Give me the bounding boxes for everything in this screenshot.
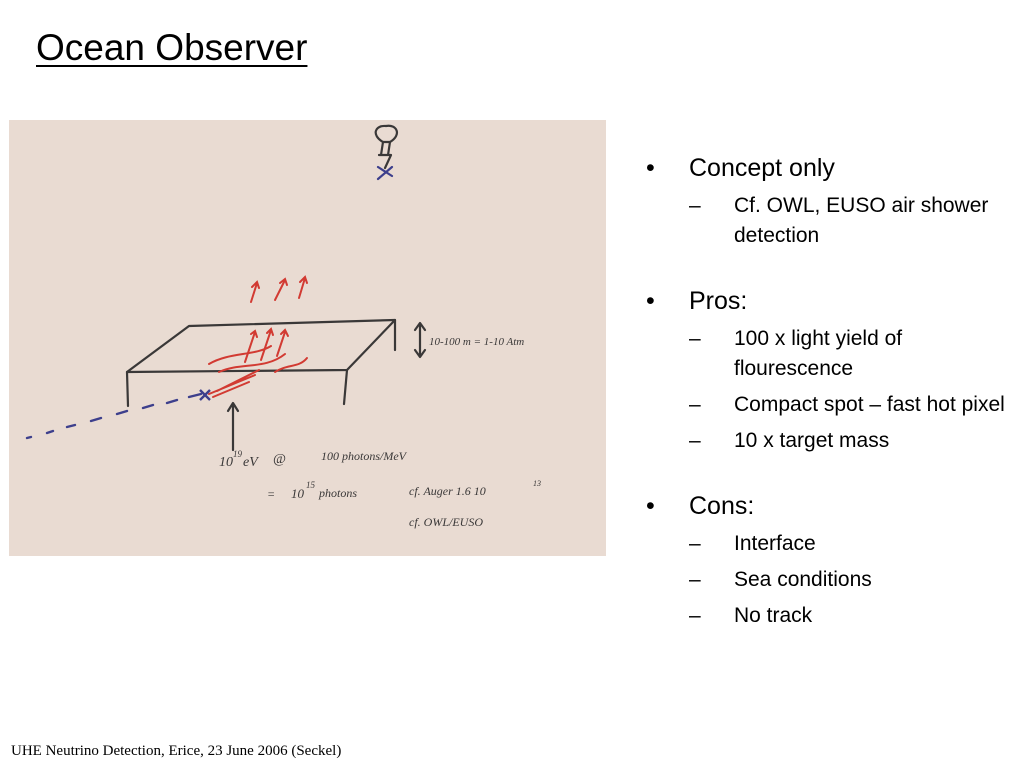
bullet-group-pros [646, 285, 1016, 456]
shower-light-4 [261, 329, 273, 360]
shower-light-5 [277, 330, 288, 356]
sub-bullet-text: Cf. OWL, EUSO air shower detection [734, 194, 989, 247]
sub-bullet-dash: – [689, 327, 701, 350]
sub-bullet-text: 10 x target mass [734, 429, 890, 452]
energy-exponent: 19 [233, 449, 242, 459]
bullet-item [646, 152, 1016, 185]
depth-label: 10-100 m = 1-10 Atm [429, 336, 525, 348]
shower-light-3 [245, 331, 257, 362]
energy-base: 10 [219, 455, 233, 470]
neutrino-track [27, 394, 201, 438]
sub-bullet-item [689, 529, 1016, 559]
bullet-dot: • [646, 154, 655, 182]
bullet-text: Pros: [689, 287, 748, 315]
escaping-photon-2 [275, 279, 287, 300]
bullet-dot: • [646, 287, 655, 315]
sub-bullet-item [689, 390, 1016, 420]
bullet-text: Concept only [689, 154, 835, 182]
escaping-photon-3 [299, 277, 307, 298]
bullet-dot: • [646, 492, 655, 520]
sub-bullet-dash: – [689, 604, 701, 627]
sub-bullet-text: 100 x light yield of flourescence [734, 327, 903, 380]
cf-owl-euso: cf. OWL/EUSO [409, 515, 483, 529]
photons-exponent: 15 [306, 480, 315, 490]
sub-bullet-item [689, 601, 1016, 631]
sub-bullet-text: Compact spot – fast hot pixel [734, 393, 1005, 416]
escaping-photon-1 [251, 282, 259, 302]
bullet-group-concept [646, 152, 1016, 251]
slide-footer: UHE Neutrino Detection, Erice, 23 June 2006 (Seckel) [11, 743, 342, 759]
sub-bullet-dash: – [689, 429, 701, 452]
sub-bullet-item [689, 191, 1016, 251]
bullet-item [646, 490, 1016, 523]
balloon-tether [379, 142, 391, 168]
equals-sign: = [267, 487, 276, 501]
bullet-text: Cons: [689, 492, 755, 520]
sub-bullet-text: Interface [734, 532, 816, 555]
bullet-group-cons [646, 490, 1016, 631]
sub-bullet-text: Sea conditions [734, 568, 872, 591]
pointer-arrow [228, 403, 238, 450]
at-sign: @ [273, 452, 286, 467]
sketch-drawing [9, 120, 606, 556]
slab-leg-left [127, 372, 128, 406]
photons-label: photons [319, 486, 358, 500]
balloon-detector [376, 126, 397, 142]
sub-bullet-text: No track [734, 604, 813, 627]
cf-auger-exponent: 13 [533, 479, 541, 488]
bullet-list [646, 152, 1016, 665]
sub-bullet-item [689, 324, 1016, 384]
energy-unit: eV [243, 455, 258, 470]
whiteboard-sketch-photo [9, 120, 606, 556]
sub-bullet-dash: – [689, 194, 701, 217]
bullet-item [646, 285, 1016, 318]
slab-leg-right [344, 370, 347, 404]
photons-base: 10 [291, 486, 304, 501]
depth-arrow [415, 323, 425, 357]
photons-per-mev: 100 photons/MeV [321, 449, 406, 463]
sub-bullet-item [689, 426, 1016, 456]
cf-auger: cf. Auger 1.6 10 [409, 484, 486, 498]
shower-core [209, 370, 259, 397]
sub-bullet-dash: – [689, 393, 701, 416]
slide-title: Ocean Observer [36, 27, 308, 68]
sub-bullet-item [689, 565, 1016, 595]
sub-bullet-dash: – [689, 568, 701, 591]
sub-bullet-dash: – [689, 532, 701, 555]
